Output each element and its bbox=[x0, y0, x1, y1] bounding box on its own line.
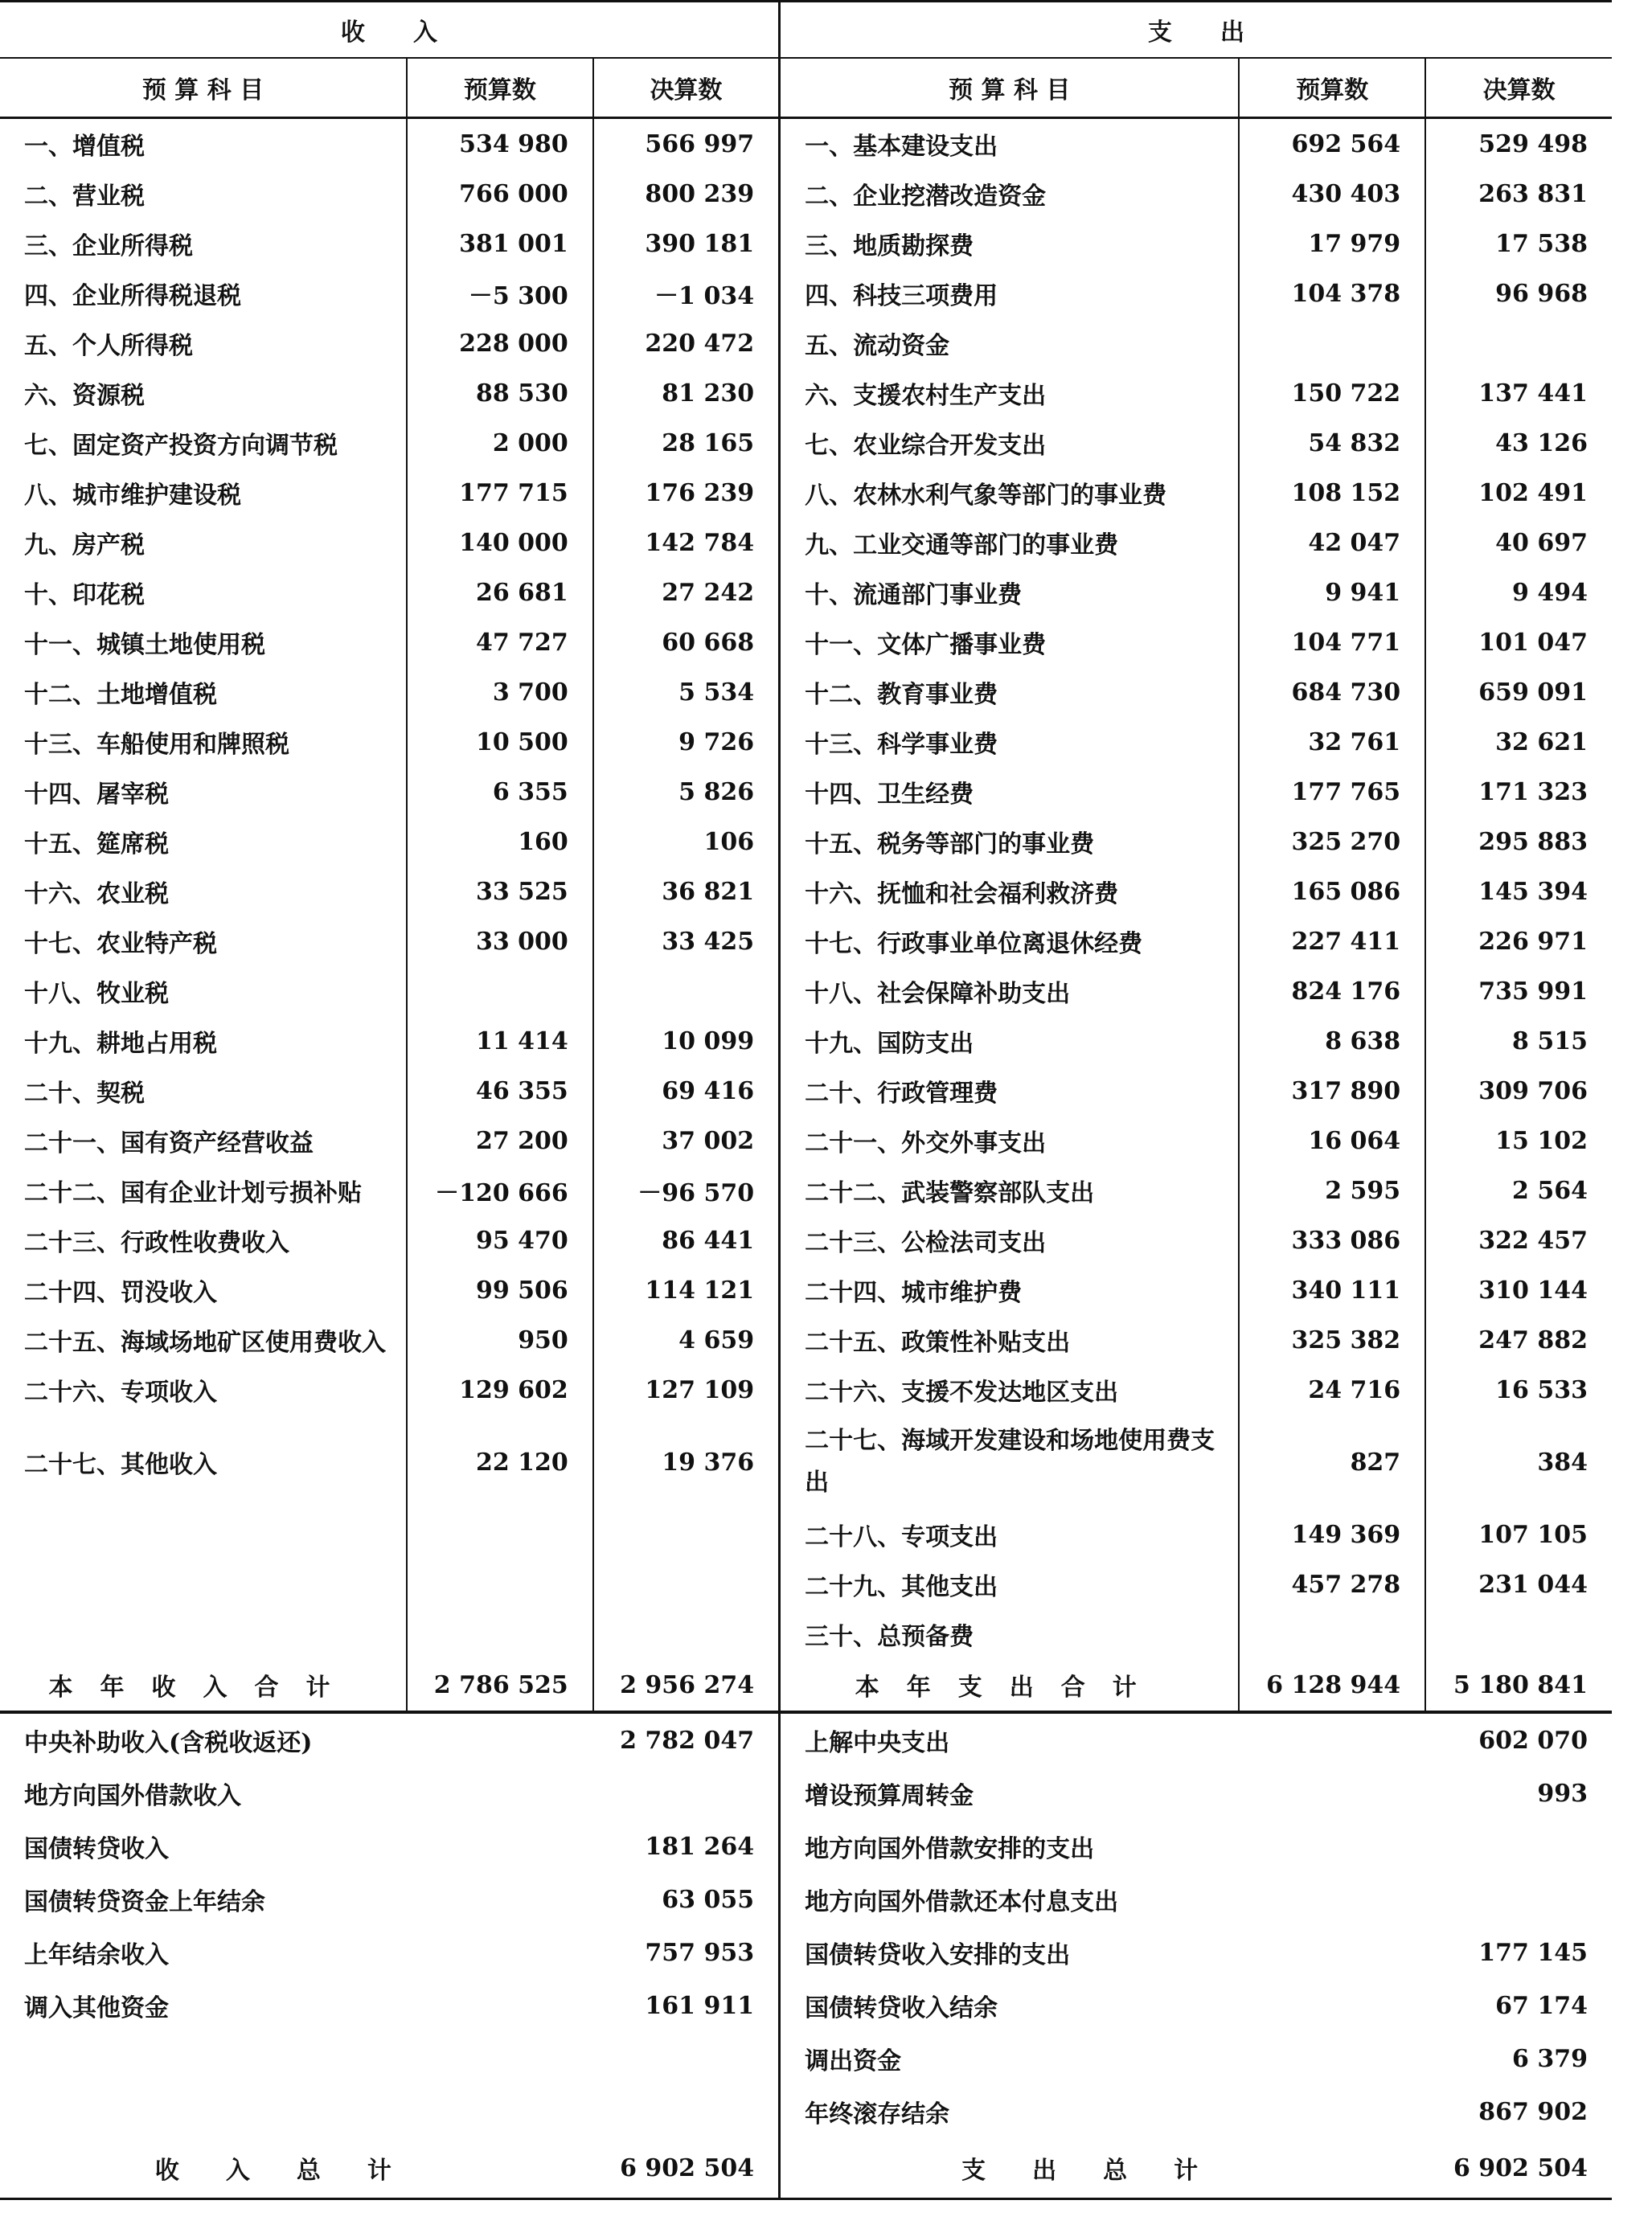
income-item-final bbox=[593, 1609, 780, 1659]
expense-item-final bbox=[1425, 318, 1612, 368]
income-item-budget: 95 470 bbox=[407, 1215, 593, 1265]
income-item-budget bbox=[407, 1609, 593, 1659]
expense-item-name: 一、基本建设支出 bbox=[780, 118, 1240, 170]
expense-item-name: 十五、税务等部门的事业费 bbox=[780, 817, 1240, 867]
expense-item-budget: 42 047 bbox=[1239, 518, 1425, 567]
income-transfer-value bbox=[593, 2085, 780, 2138]
expense-item-name: 二十三、公检法司支出 bbox=[780, 1215, 1240, 1265]
expense-item-final: 247 882 bbox=[1478, 1326, 1588, 1354]
income-item-budget: 27 200 bbox=[407, 1116, 593, 1166]
expense-item-final: 96 968 bbox=[1495, 279, 1588, 308]
income-transfer-name: 国债转贷收入 bbox=[24, 1835, 169, 1863]
income-item-final: 81 230 bbox=[593, 368, 780, 418]
income-item-final bbox=[593, 1510, 780, 1559]
expense-item-budget: 684 730 bbox=[1239, 667, 1425, 717]
expense-item-name: 八、农林水利气象等部门的事业费 bbox=[780, 468, 1240, 518]
expense-budget-header: 预算数 bbox=[1239, 58, 1425, 118]
income-transfer-value bbox=[593, 2032, 780, 2085]
income-item-name: 二十五、海域场地矿区使用费收入 bbox=[0, 1315, 407, 1365]
table-row bbox=[0, 667, 1612, 717]
income-item-name: 二十六、专项收入 bbox=[0, 1365, 407, 1415]
expense-item-budget: 340 111 bbox=[1239, 1265, 1425, 1315]
income-item-name: 十八、牧业税 bbox=[0, 966, 407, 1016]
income-item-final: 142 784 bbox=[593, 518, 780, 567]
expense-item-name: 二、企业挖潜改造资金 bbox=[780, 169, 1240, 219]
expense-transfer-value bbox=[1425, 1820, 1612, 1873]
expense-item-name: 二十八、专项支出 bbox=[780, 1510, 1240, 1559]
income-item-name: 十一、城镇土地使用税 bbox=[0, 617, 407, 667]
income-item-name: 五、个人所得税 bbox=[0, 318, 407, 368]
income-grand-total-label: 收入总计 bbox=[0, 2138, 593, 2199]
income-item-final bbox=[593, 966, 780, 1016]
expense-item-final: 295 883 bbox=[1478, 827, 1588, 856]
table-row bbox=[0, 268, 1612, 318]
income-item-name: 二十、契税 bbox=[0, 1066, 407, 1116]
income-item-name bbox=[0, 1559, 407, 1609]
expense-item-budget: 177 765 bbox=[1239, 767, 1425, 817]
expense-transfer-name: 地方向国外借款安排的支出 bbox=[805, 1835, 1095, 1863]
income-item-budget: 26 681 bbox=[407, 567, 593, 617]
income-item-final: 33 425 bbox=[593, 916, 780, 966]
income-item-final: －1 034 bbox=[593, 268, 780, 318]
expense-transfer-value bbox=[1425, 1873, 1612, 1926]
table-row bbox=[0, 118, 1612, 170]
expense-item-budget: 165 086 bbox=[1239, 867, 1425, 916]
income-item-budget: 6 355 bbox=[407, 767, 593, 817]
table-row bbox=[0, 617, 1612, 667]
expense-item-budget: 325 382 bbox=[1239, 1315, 1425, 1365]
income-item-final: 800 239 bbox=[593, 169, 780, 219]
expense-item-name: 二十四、城市维护费 bbox=[780, 1265, 1240, 1315]
expense-item-name: 十一、文体广播事业费 bbox=[780, 617, 1240, 667]
income-item-final: 36 821 bbox=[593, 867, 780, 916]
table-row bbox=[0, 518, 1612, 567]
income-item-name: 十九、耕地占用税 bbox=[0, 1016, 407, 1066]
income-item-name: 二十三、行政性收费收入 bbox=[0, 1215, 407, 1265]
income-item-budget: 11 414 bbox=[407, 1016, 593, 1066]
income-transfer-value bbox=[593, 1767, 780, 1820]
income-item-final: 5 826 bbox=[593, 767, 780, 817]
expense-transfer-name: 增设预算周转金 bbox=[805, 1782, 974, 1810]
income-item-budget: 766 000 bbox=[407, 169, 593, 219]
expense-grand-total-value: 6 902 504 bbox=[1425, 2138, 1612, 2199]
table-row bbox=[0, 1215, 1612, 1265]
income-item-final: 69 416 bbox=[593, 1066, 780, 1116]
income-item-budget: 140 000 bbox=[407, 518, 593, 567]
expense-item-final: 384 bbox=[1537, 1448, 1588, 1477]
expense-item-budget: 824 176 bbox=[1239, 966, 1425, 1016]
expense-item-budget: 827 bbox=[1239, 1415, 1425, 1510]
income-item-final: 60 668 bbox=[593, 617, 780, 667]
income-item-budget: 381 001 bbox=[407, 219, 593, 268]
income-item-budget: 160 bbox=[407, 817, 593, 867]
table-row bbox=[0, 1315, 1612, 1365]
income-item-name: 十、印花税 bbox=[0, 567, 407, 617]
expense-item-final: 137 441 bbox=[1478, 379, 1588, 408]
expense-item-final: 17 538 bbox=[1495, 229, 1588, 258]
expense-item-budget: 457 278 bbox=[1239, 1559, 1425, 1609]
income-item-budget bbox=[407, 966, 593, 1016]
transfer-rows bbox=[0, 1714, 1612, 2138]
income-item-final: 106 bbox=[593, 817, 780, 867]
expense-transfer-value: 6 379 bbox=[1512, 2044, 1588, 2073]
expense-item-name: 六、支援农村生产支出 bbox=[780, 368, 1240, 418]
table-row bbox=[0, 169, 1612, 219]
expense-item-final: 322 457 bbox=[1478, 1226, 1588, 1255]
expense-item-name: 三、地质勘探费 bbox=[780, 219, 1240, 268]
expense-item-budget: 17 979 bbox=[1239, 219, 1425, 268]
income-item-name: 十六、农业税 bbox=[0, 867, 407, 916]
income-item-budget: 2 000 bbox=[407, 418, 593, 468]
income-item-final: 5 534 bbox=[593, 667, 780, 717]
transfer-table bbox=[0, 1714, 1612, 2200]
table-row bbox=[0, 1116, 1612, 1166]
expense-item-budget: 54 832 bbox=[1239, 418, 1425, 468]
expense-transfer-value: 993 bbox=[1537, 1779, 1588, 1808]
expense-item-name: 二十六、支援不发达地区支出 bbox=[780, 1365, 1240, 1415]
table-row bbox=[0, 1609, 1612, 1659]
income-item-budget: 22 120 bbox=[407, 1415, 593, 1510]
expense-item-final: 9 494 bbox=[1512, 578, 1588, 607]
expense-item-name: 二十、行政管理费 bbox=[780, 1066, 1240, 1116]
income-item-budget: 10 500 bbox=[407, 717, 593, 767]
expense-total-final: 5 180 841 bbox=[1425, 1659, 1612, 1712]
income-item-name: 八、城市维护建设税 bbox=[0, 468, 407, 518]
table-row bbox=[0, 2085, 1612, 2138]
income-item-name: 一、增值税 bbox=[0, 118, 407, 170]
expense-transfer-value: 177 145 bbox=[1478, 1938, 1588, 1967]
table-row bbox=[0, 468, 1612, 518]
expense-item-final: 659 091 bbox=[1478, 678, 1588, 707]
income-item-final: 9 726 bbox=[593, 717, 780, 767]
expense-final-header: 决算数 bbox=[1425, 58, 1612, 118]
income-transfer-name: 调入其他资金 bbox=[24, 1994, 169, 2022]
expense-item-budget: 325 270 bbox=[1239, 817, 1425, 867]
income-item-name: 三、企业所得税 bbox=[0, 219, 407, 268]
expense-item-name: 四、科技三项费用 bbox=[780, 268, 1240, 318]
item-rows bbox=[0, 118, 1612, 1660]
table-row bbox=[0, 1365, 1612, 1415]
income-item-name: 二、营业税 bbox=[0, 169, 407, 219]
table-row bbox=[0, 717, 1612, 767]
table-row bbox=[0, 318, 1612, 368]
expense-transfer-name: 调出资金 bbox=[805, 2047, 902, 2075]
table-row bbox=[0, 1873, 1612, 1926]
income-item-final: 86 441 bbox=[593, 1215, 780, 1265]
expense-item-budget: 227 411 bbox=[1239, 916, 1425, 966]
expense-total-budget: 6 128 944 bbox=[1239, 1659, 1425, 1712]
income-item-name: 十四、屠宰税 bbox=[0, 767, 407, 817]
expense-section-title: 支 出 bbox=[780, 2, 1612, 59]
table-row bbox=[0, 368, 1612, 418]
income-item-budget: 129 602 bbox=[407, 1365, 593, 1415]
expense-transfer-name: 上解中央支出 bbox=[805, 1729, 950, 1757]
expense-item-final: 40 697 bbox=[1495, 528, 1588, 557]
income-final-header: 决算数 bbox=[593, 58, 780, 118]
table-row bbox=[0, 867, 1612, 916]
income-budget-header: 预算数 bbox=[407, 58, 593, 118]
income-item-final: 27 242 bbox=[593, 567, 780, 617]
expense-item-budget: 8 638 bbox=[1239, 1016, 1425, 1066]
expense-item-final bbox=[1425, 1609, 1612, 1659]
income-item-final: －96 570 bbox=[593, 1166, 780, 1215]
income-item-budget: 177 715 bbox=[407, 468, 593, 518]
income-item-budget: －120 666 bbox=[407, 1166, 593, 1215]
table-row bbox=[0, 916, 1612, 966]
income-item-budget: 99 506 bbox=[407, 1265, 593, 1315]
income-item-name: 二十二、国有企业计划亏损补贴 bbox=[0, 1166, 407, 1215]
expense-item-final: 171 323 bbox=[1478, 777, 1588, 806]
expense-item-final: 43 126 bbox=[1495, 428, 1588, 457]
expense-item-budget: 149 369 bbox=[1239, 1510, 1425, 1559]
income-item-name: 十三、车船使用和牌照税 bbox=[0, 717, 407, 767]
table-row bbox=[0, 2032, 1612, 2085]
expense-transfer-name: 国债转贷收入结余 bbox=[805, 1994, 998, 2022]
income-item-budget: 534 980 bbox=[407, 118, 593, 170]
expense-item-final: 102 491 bbox=[1478, 478, 1588, 507]
income-item-final bbox=[593, 1559, 780, 1609]
income-item-name: 十二、土地增值税 bbox=[0, 667, 407, 717]
income-item-final: 114 121 bbox=[593, 1265, 780, 1315]
income-item-name: 六、资源税 bbox=[0, 368, 407, 418]
income-item-final: 19 376 bbox=[593, 1415, 780, 1510]
income-item-name: 二十七、其他收入 bbox=[0, 1415, 407, 1510]
expense-item-name: 十六、抚恤和社会福利救济费 bbox=[780, 867, 1240, 916]
expense-item-final: 226 971 bbox=[1478, 927, 1588, 956]
table-row bbox=[0, 1510, 1612, 1559]
expense-item-budget: 32 761 bbox=[1239, 717, 1425, 767]
income-section-title: 收 入 bbox=[0, 2, 780, 59]
table-row bbox=[0, 1979, 1612, 2032]
table-row bbox=[0, 1926, 1612, 1979]
table-row bbox=[0, 1559, 1612, 1609]
expense-item-budget: 317 890 bbox=[1239, 1066, 1425, 1116]
expense-subject-header: 预 算 科 目 bbox=[780, 58, 1240, 118]
expense-transfer-name: 地方向国外借款还本付息支出 bbox=[805, 1888, 1119, 1916]
income-total-final: 2 956 274 bbox=[593, 1659, 780, 1712]
expense-transfer-name: 国债转贷收入安排的支出 bbox=[805, 1941, 1071, 1969]
income-item-budget bbox=[407, 1510, 593, 1559]
income-item-budget: －5 300 bbox=[407, 268, 593, 318]
expense-item-final: 263 831 bbox=[1478, 179, 1588, 208]
expense-item-name: 十八、社会保障补助支出 bbox=[780, 966, 1240, 1016]
expense-item-name: 十三、科学事业费 bbox=[780, 717, 1240, 767]
expense-item-final: 735 991 bbox=[1478, 977, 1588, 1006]
expense-item-final: 310 144 bbox=[1478, 1276, 1588, 1305]
expense-grand-total-label: 支出总计 bbox=[780, 2138, 1426, 2199]
table-row bbox=[0, 567, 1612, 617]
income-item-name: 十五、筵席税 bbox=[0, 817, 407, 867]
income-transfer-name: 中央补助收入(含税收返还) bbox=[24, 1729, 313, 1757]
expense-item-name: 十七、行政事业单位离退休经费 bbox=[780, 916, 1240, 966]
income-item-budget: 950 bbox=[407, 1315, 593, 1365]
expense-item-final: 107 105 bbox=[1478, 1520, 1588, 1549]
expense-item-budget: 24 716 bbox=[1239, 1365, 1425, 1415]
expense-item-final: 8 515 bbox=[1512, 1026, 1588, 1055]
expense-item-budget bbox=[1239, 318, 1425, 368]
income-item-final: 176 239 bbox=[593, 468, 780, 518]
table-row bbox=[0, 1166, 1612, 1215]
income-item-budget: 3 700 bbox=[407, 667, 593, 717]
income-item-final: 220 472 bbox=[593, 318, 780, 368]
income-item-name bbox=[0, 1510, 407, 1559]
grand-total-row bbox=[0, 2138, 1612, 2199]
table-row bbox=[0, 1265, 1612, 1315]
expense-item-name: 二十二、武装警察部队支出 bbox=[780, 1166, 1240, 1215]
income-transfer-value: 757 953 bbox=[593, 1926, 780, 1979]
expense-item-final: 231 044 bbox=[1478, 1570, 1588, 1599]
table-row bbox=[0, 1016, 1612, 1066]
expense-item-name: 九、工业交通等部门的事业费 bbox=[780, 518, 1240, 567]
expense-item-final: 101 047 bbox=[1478, 628, 1588, 657]
expense-transfer-value: 867 902 bbox=[1478, 2097, 1588, 2126]
income-item-budget bbox=[407, 1559, 593, 1609]
expense-item-name: 三十、总预备费 bbox=[780, 1609, 1240, 1659]
income-item-budget: 47 727 bbox=[407, 617, 593, 667]
expense-item-name: 二十七、海域开发建设和场地使用费支出 bbox=[780, 1415, 1240, 1510]
expense-item-final: 2 564 bbox=[1512, 1176, 1588, 1205]
expense-item-name: 十九、国防支出 bbox=[780, 1016, 1240, 1066]
expense-item-final: 309 706 bbox=[1478, 1076, 1588, 1105]
expense-item-name: 二十九、其他支出 bbox=[780, 1559, 1240, 1609]
expense-item-name: 五、流动资金 bbox=[780, 318, 1240, 368]
expense-item-final: 16 533 bbox=[1495, 1375, 1588, 1404]
income-total-budget: 2 786 525 bbox=[407, 1659, 593, 1712]
expense-item-name: 二十一、外交外事支出 bbox=[780, 1116, 1240, 1166]
income-item-name: 四、企业所得税退税 bbox=[0, 268, 407, 318]
income-item-final: 127 109 bbox=[593, 1365, 780, 1415]
expense-item-budget: 104 771 bbox=[1239, 617, 1425, 667]
expense-transfer-value: 602 070 bbox=[1478, 1726, 1588, 1755]
expense-item-budget: 104 378 bbox=[1239, 268, 1425, 318]
income-transfer-name: 国债转贷资金上年结余 bbox=[24, 1888, 265, 1916]
expense-item-name: 十、流通部门事业费 bbox=[780, 567, 1240, 617]
expense-item-budget bbox=[1239, 1609, 1425, 1659]
income-transfer-value: 181 264 bbox=[593, 1820, 780, 1873]
income-item-final: 37 002 bbox=[593, 1116, 780, 1166]
table-row bbox=[0, 219, 1612, 268]
income-item-budget: 228 000 bbox=[407, 318, 593, 368]
income-transfer-name: 地方向国外借款收入 bbox=[24, 1782, 241, 1810]
income-item-name bbox=[0, 1609, 407, 1659]
expense-item-budget: 692 564 bbox=[1239, 118, 1425, 170]
expense-transfer-name: 年终滚存结余 bbox=[805, 2100, 950, 2129]
table-row bbox=[0, 1714, 1612, 1767]
income-transfer-name bbox=[0, 2085, 593, 2138]
expense-item-budget: 108 152 bbox=[1239, 468, 1425, 518]
income-transfer-value: 2 782 047 bbox=[593, 1714, 780, 1767]
income-transfer-value: 63 055 bbox=[593, 1873, 780, 1926]
expense-item-name: 十二、教育事业费 bbox=[780, 667, 1240, 717]
expense-item-budget: 430 403 bbox=[1239, 169, 1425, 219]
income-item-name: 二十一、国有资产经营收益 bbox=[0, 1116, 407, 1166]
expense-item-budget: 2 595 bbox=[1239, 1166, 1425, 1215]
income-transfer-name: 上年结余收入 bbox=[24, 1941, 169, 1969]
expense-item-name: 七、农业综合开发支出 bbox=[780, 418, 1240, 468]
expense-total-label: 本年支出合计 bbox=[780, 1659, 1240, 1712]
income-transfer-name bbox=[0, 2032, 593, 2085]
expense-item-budget: 9 941 bbox=[1239, 567, 1425, 617]
income-item-name: 九、房产税 bbox=[0, 518, 407, 567]
table-row bbox=[0, 1066, 1612, 1116]
expense-item-final: 529 498 bbox=[1478, 129, 1588, 158]
income-item-budget: 88 530 bbox=[407, 368, 593, 418]
income-item-final: 566 997 bbox=[593, 118, 780, 170]
expense-item-budget: 16 064 bbox=[1239, 1116, 1425, 1166]
expense-item-budget: 150 722 bbox=[1239, 368, 1425, 418]
income-item-budget: 33 525 bbox=[407, 867, 593, 916]
table-row bbox=[0, 418, 1612, 468]
income-item-budget: 46 355 bbox=[407, 1066, 593, 1116]
table-row bbox=[0, 1767, 1612, 1820]
annual-total-row bbox=[0, 1659, 1612, 1712]
income-item-final: 390 181 bbox=[593, 219, 780, 268]
table-row bbox=[0, 966, 1612, 1016]
income-grand-total-value: 6 902 504 bbox=[593, 2138, 780, 2199]
expense-transfer-value: 67 174 bbox=[1495, 1991, 1588, 2020]
income-total-label: 本年收入合计 bbox=[0, 1659, 407, 1712]
income-subject-header: 预 算 科 目 bbox=[0, 58, 407, 118]
expense-item-final: 32 621 bbox=[1495, 727, 1588, 756]
expense-item-budget: 333 086 bbox=[1239, 1215, 1425, 1265]
table-row bbox=[0, 767, 1612, 817]
income-item-name: 七、固定资产投资方向调节税 bbox=[0, 418, 407, 468]
expense-item-final: 145 394 bbox=[1478, 877, 1588, 906]
expense-item-name: 二十五、政策性补贴支出 bbox=[780, 1315, 1240, 1365]
table-row bbox=[0, 1415, 1612, 1510]
expense-item-final: 15 102 bbox=[1495, 1126, 1588, 1155]
income-item-final: 4 659 bbox=[593, 1315, 780, 1365]
table-row bbox=[0, 1820, 1612, 1873]
income-item-final: 10 099 bbox=[593, 1016, 780, 1066]
income-item-name: 二十四、罚没收入 bbox=[0, 1265, 407, 1315]
expense-item-name: 十四、卫生经费 bbox=[780, 767, 1240, 817]
table-row bbox=[0, 817, 1612, 867]
income-item-final: 28 165 bbox=[593, 418, 780, 468]
income-item-budget: 33 000 bbox=[407, 916, 593, 966]
income-item-name: 十七、农业特产税 bbox=[0, 916, 407, 966]
income-transfer-value: 161 911 bbox=[593, 1979, 780, 2032]
